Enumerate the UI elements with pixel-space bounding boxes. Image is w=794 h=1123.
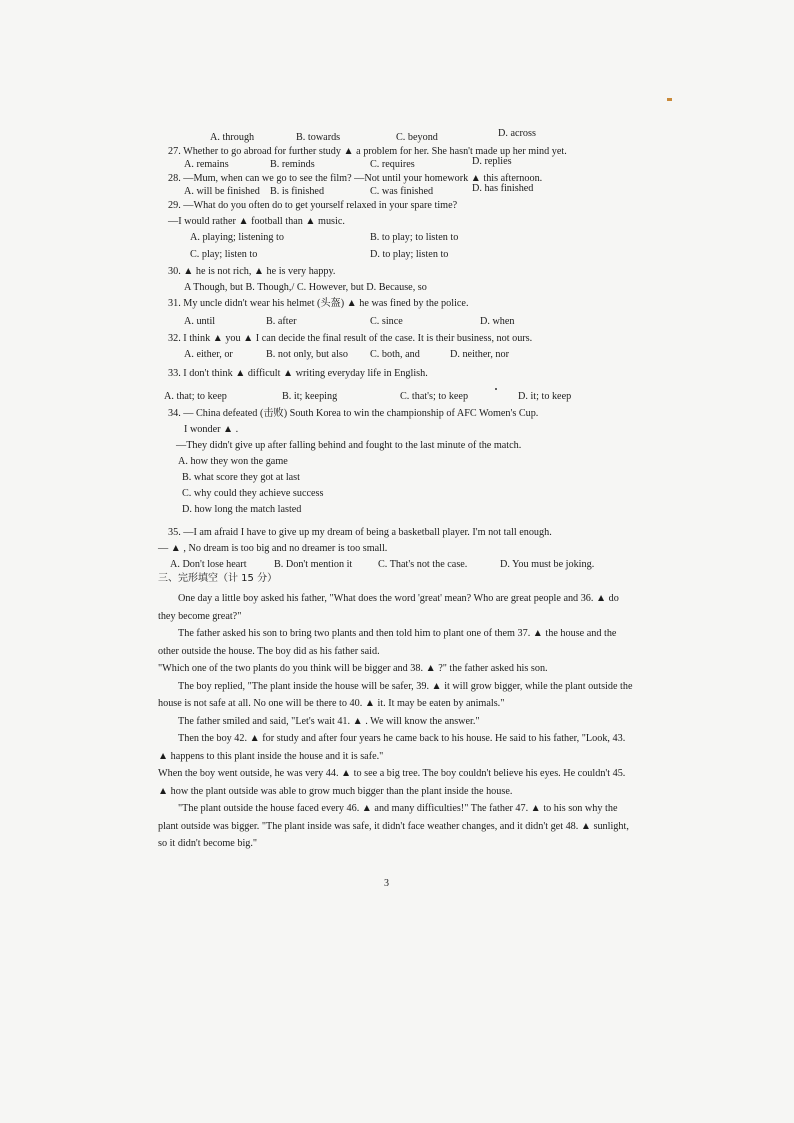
q28-option-b: B. is finished <box>270 186 325 197</box>
question-30: 30. ▲ he is not rich, ▲ he is very happy. <box>168 266 336 277</box>
q29-option-b: B. to play; to listen to <box>370 232 459 243</box>
q33-option-d: D. it; to keep <box>518 391 572 402</box>
question-31: 31. My uncle didn't wear his helmet (头盔) ▲ he was fined by the police. <box>168 298 469 309</box>
q29-option-d: D. to play; listen to <box>370 249 449 260</box>
exam-content <box>158 128 636 853</box>
q33-option-b: B. it; keeping <box>282 391 338 402</box>
q29-options-2 <box>158 248 636 262</box>
q32-option-c: C. both, and <box>370 349 420 360</box>
q26-option-d: D. across <box>498 128 536 139</box>
question-27: 27. Whether to go abroad for further study ▲ a problem for her. She hasn't made up her mind yet. <box>168 146 567 157</box>
q35-option-c: C. That's not the case. <box>378 559 468 570</box>
q34-option-d: D. how long the match lasted <box>182 504 302 515</box>
q27-option-b: B. reminds <box>270 159 315 170</box>
q28-option-c: C. was finished <box>370 186 434 197</box>
q34-option-b: B. what score they got at last <box>182 472 300 483</box>
q32-option-a: A. either, or <box>184 349 233 360</box>
q30-options: A Though, but B. Though,/ C. However, but D. Because, so <box>184 282 427 293</box>
q32-option-b: B. not only, but also <box>266 349 348 360</box>
q26-option-a: A. through <box>210 132 255 143</box>
passage-paragraph-1: One day a little boy asked his father, "What does the word 'great' mean? Who are great people and 36. ▲ do they become great?" <box>158 593 619 622</box>
question-34-wonder: I wonder ▲ . <box>184 424 239 435</box>
q27-option-a: A. remains <box>184 159 229 170</box>
q26-options <box>184 128 662 145</box>
q28-options <box>158 185 636 199</box>
q28-option-a: A. will be finished <box>184 186 260 197</box>
question-35-reply: — ▲ , No dream is too big and no dreamer is too small. <box>158 543 388 554</box>
passage-paragraph-8: "The plant outside the house faced every 46. ▲ and many difficulties!" The father 47. ▲ to his son why the plant outside was bigger. "The plant inside was safe, it didn't face weather changes, and it didn't get 48. ▲ sunlight, so it didn't become big." <box>158 803 629 849</box>
q35-option-a: A. Don't lose heart <box>170 559 247 570</box>
passage-paragraph-2: The father asked his son to bring two plants and then told him to plant one of them 37. ▲ the house and the other outside the house. The boy did as his father said. <box>158 628 617 657</box>
q32-option-d: D. neither, nor <box>450 349 510 360</box>
q31-option-d: D. when <box>480 316 515 327</box>
q29-option-c: C. play; listen to <box>190 249 258 260</box>
q33-options <box>158 390 636 404</box>
q26-option-c: C. beyond <box>396 132 438 143</box>
corner-mark <box>667 98 672 101</box>
question-29-reply: —I would rather ▲ football than ▲ music. <box>168 216 345 227</box>
q35-options <box>158 558 636 572</box>
passage-paragraph-6: Then the boy 42. ▲ for study and after four years he came back to his house. He said to his father, "Look, 43. ▲ happens to this plant inside the house and it is safe." <box>158 733 626 762</box>
q29-option-a: A. playing; listening to <box>190 232 284 243</box>
q27-option-d: D. replies <box>472 156 512 167</box>
q33-option-a: A. that; to keep <box>164 391 227 402</box>
passage-paragraph-4: The boy replied, "The plant inside the house will be safer, 39. ▲ it will grow bigger, while the plant outside the house is not safe at all. No one will be there to 40. ▲ it. It may be eaten by animals." <box>158 680 633 709</box>
question-32: 32. I think ▲ you ▲ I can decide the final result of the case. It is their business, not ours. <box>168 333 533 344</box>
q34-option-c: C. why could they achieve success <box>182 488 324 499</box>
q28-option-d: D. has finished <box>472 183 534 194</box>
q31-option-b: B. after <box>266 316 297 327</box>
question-35: 35. —I am afraid I have to give up my dream of being a basketball player. I'm not tall enough. <box>168 527 552 538</box>
q31-option-a: A. until <box>184 316 216 327</box>
q27-option-c: C. requires <box>370 159 415 170</box>
passage-paragraph-3: "Which one of the two plants do you think will be bigger and 38. ▲ ?" the father asked his son. <box>158 663 548 674</box>
q31-option-c: C. since <box>370 316 403 327</box>
question-34-reply: —They didn't give up after falling behind and fought to the last minute of the match. <box>176 440 522 451</box>
question-29: 29. —What do you often do to get yourself relaxed in your spare time? <box>168 200 458 211</box>
q27-options <box>158 158 636 172</box>
passage-paragraph-5: The father smiled and said, "Let's wait 41. ▲ . We will know the answer." <box>178 715 480 727</box>
q35-option-b: B. Don't mention it <box>274 559 353 570</box>
q33-option-c: C. that's; to keep <box>400 391 469 402</box>
q32-options <box>158 348 636 362</box>
section-3-title: 三、完形填空（计 15 分） <box>158 573 278 584</box>
q34-option-a: A. how they won the game <box>178 456 288 467</box>
q31-options <box>158 315 636 329</box>
q26-option-b: B. towards <box>296 132 341 143</box>
passage-paragraph-7: When the boy went outside, he was very 44. ▲ to see a big tree. The boy couldn't believe his eyes. He couldn't 45. ▲ how the plant outside was able to grow much bigger than the plant inside the house. <box>158 768 626 797</box>
question-28: 28. —Mum, when can we go to see the film? —Not until your homework ▲ this afternoon. <box>168 173 543 184</box>
question-33: 33. I don't think ▲ difficult ▲ writing everyday life in English. <box>168 368 428 379</box>
q35-option-d: D. You must be joking. <box>500 559 595 570</box>
page-number: 3 <box>384 878 389 889</box>
q29-options-1 <box>158 231 636 245</box>
question-34: 34. — China defeated (击败) South Korea to win the championship of AFC Women's Cup. <box>168 408 539 419</box>
